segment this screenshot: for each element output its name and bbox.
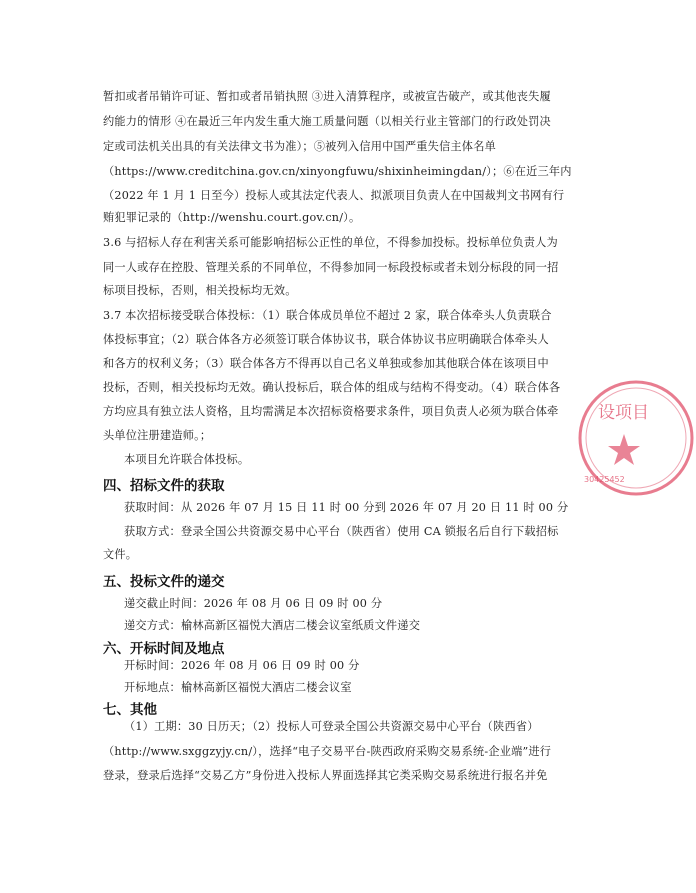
body-line: 开标地点：榆林高新区福悦大酒店二楼会议室 <box>124 681 352 694</box>
section-heading: 六、开标时间及地点 <box>103 641 225 657</box>
body-line: （https://www.creditchina.gov.cn/xinyongfuwu/shixinheimingdan/）；⑥在近三年内 <box>103 165 572 178</box>
body-line: 文件。 <box>103 548 138 561</box>
seal-code: 30425452 <box>584 475 625 484</box>
seal-text: 设项目 <box>598 403 649 423</box>
section-heading: 四、招标文件的获取 <box>103 478 225 494</box>
body-line: 获取时间：从 2026 年 07 月 15 日 11 时 00 分到 2026 年 07 月 20 日 11 时 00 分 <box>124 501 569 514</box>
body-line: 体投标事宜；（2）联合体各方必须签订联合体协议书，联合体协议书应明确联合体牵头人 <box>103 333 549 346</box>
body-line: 登录，登录后选择“交易乙方”身份进入投标人界面选择其它类采购交易系统进行报名并免 <box>103 769 548 782</box>
body-line: （http://www.sxggzyjy.cn/），选择“电子交易平台-陕西政府采购交易系统-企业端”进行 <box>103 745 552 758</box>
body-line: 贿犯罪记录的（http://wenshu.court.gov.cn/）。 <box>103 211 361 224</box>
body-line: 投标，否则，相关投标均无效。确认投标后，联合体的组成与结构不得变动。（4）联合体各 <box>103 381 561 394</box>
seal-graphic <box>576 378 696 498</box>
section-heading: 七、其他 <box>103 702 157 718</box>
section-heading: 五、投标文件的递交 <box>103 574 225 590</box>
body-line: 开标时间：2026 年 08 月 06 日 09 时 00 分 <box>124 659 360 672</box>
body-line: 约能力的情形 ④在最近三年内发生重大施工质量问题（以相关行业主管部门的行政处罚决 <box>103 115 551 128</box>
body-line: 和各方的权利义务；（3）联合体各方不得再以自己名义单独或参加其他联合体在该项目中 <box>103 357 549 370</box>
body-line: 3.7 本次招标接受联合体投标：（1）联合体成员单位不超过 2 家，联合体牵头人负责联合 <box>103 309 552 322</box>
body-line: 递交方式：榆林高新区福悦大酒店二楼会议室纸质文件递交 <box>124 619 421 632</box>
star-icon <box>608 434 640 465</box>
body-line: 3.6 与招标人存在利害关系可能影响招标公正性的单位，不得参加投标。投标单位负责人为 <box>103 236 558 249</box>
body-line: 本项目允许联合体投标。 <box>124 453 250 466</box>
body-line: 方均应具有独立法人资格，且均需满足本次招标资格要求条件，项目负责人必须为联合体牵 <box>103 405 559 418</box>
body-line: 同一人或存在控股、管理关系的不同单位，不得参加同一标段投标或者未划分标段的同一招 <box>103 261 559 274</box>
body-line: 暂扣或者吊销许可证、暂扣或者吊销执照 ③进入清算程序，或被宣告破产，或其他丧失履 <box>103 90 551 103</box>
body-line: 定或司法机关出具的有关法律文书为准）；⑤被列入信用中国严重失信主体名单 <box>103 140 496 153</box>
body-line: 头单位注册建造师。； <box>103 429 212 442</box>
body-line: （2022 年 1 月 1 日至今）投标人或其法定代表人、拟派项目负责人在中国裁判文书网有行 <box>103 189 565 202</box>
official-seal <box>576 378 696 498</box>
body-line: 标项目投标，否则，相关投标均无效。 <box>103 284 297 297</box>
body-line: 递交截止时间：2026 年 08 月 06 日 09 时 00 分 <box>124 597 383 610</box>
body-line: 获取方式：登录全国公共资源交易中心平台（陕西省）使用 CA 锁报名后自行下载招标 <box>124 525 559 538</box>
body-line: （1）工期：30 日历天；（2）投标人可登录全国公共资源交易中心平台（陕西省） <box>124 720 539 733</box>
